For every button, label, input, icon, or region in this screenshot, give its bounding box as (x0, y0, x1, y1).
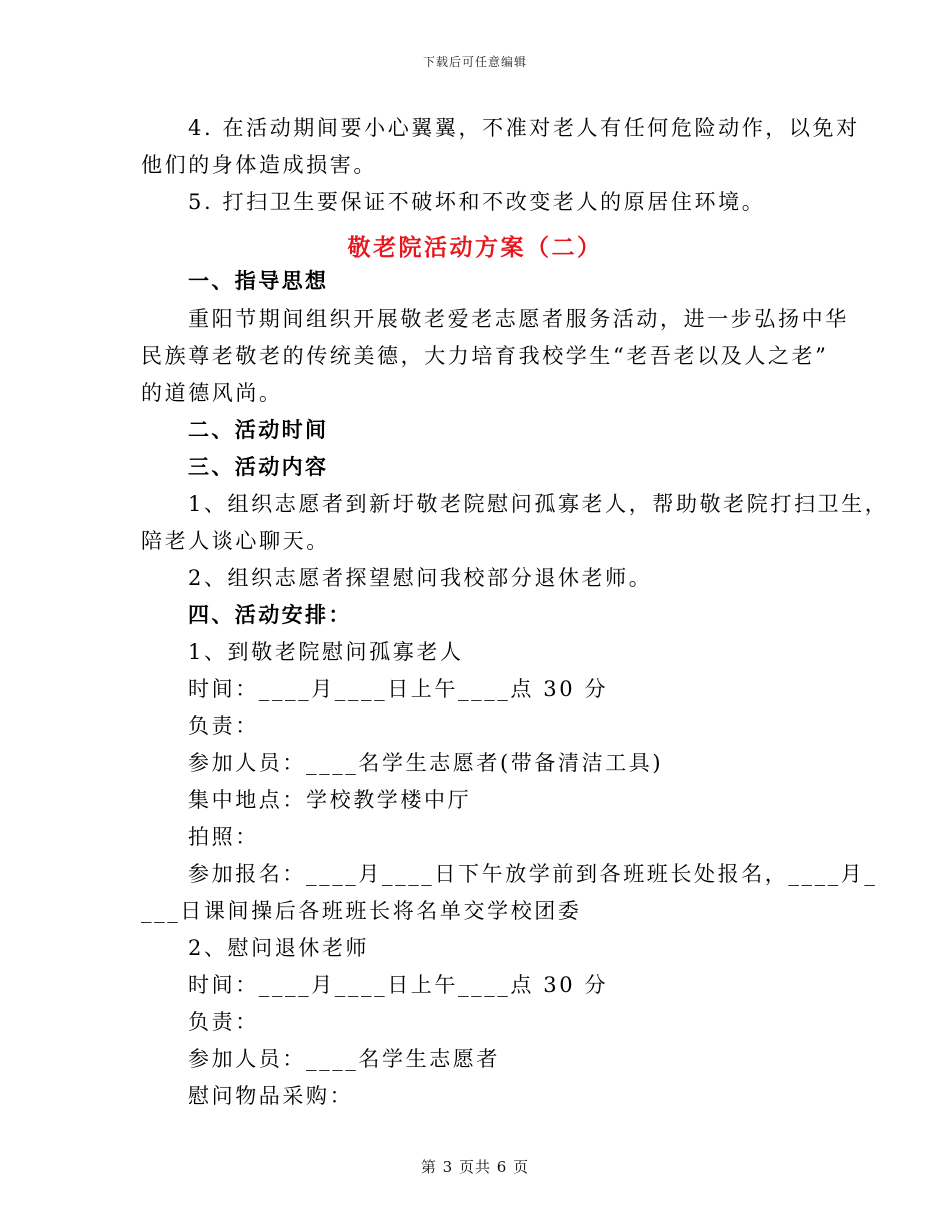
section-3-item-2: 2、组织志愿者探望慰问我校部分退休老师。 (188, 566, 653, 590)
section-1-paragraph-line-1: 重阳节期间组织开展敬老爱老志愿者服务活动，进一步弘扬中华 (188, 307, 849, 331)
page-header: 下载后可任意编辑 (422, 55, 527, 69)
document-title: 敬老院活动方案（二） (347, 235, 603, 261)
section-4-part-1-people: 参加人员：____名学生志愿者(带备清洁工具) (188, 751, 664, 775)
section-1-paragraph-line-2: 民族尊老敬老的传统美德，大力培育我校学生“老吾老以及人之老” (141, 344, 829, 368)
section-4-part-1-charge: 负责： (188, 714, 259, 738)
section-3-heading: 三、活动内容 (188, 455, 329, 479)
section-4-part-2-purchase: 慰问物品采购： (188, 1084, 354, 1108)
item-5: 5. 打扫卫生要保证不破坏和不改变老人的原居住环境。 (188, 190, 766, 214)
section-2-heading: 二、活动时间 (188, 418, 329, 442)
item-4-line-1: 4. 在活动期间要小心翼翼，不准对老人有任何危险动作，以免对 (188, 116, 860, 140)
page-footer: 第 3 页共 6 页 (420, 1158, 530, 1176)
section-1-paragraph-line-3: 的道德风尚。 (141, 381, 283, 405)
section-4-part-1-signup-line-1: 参加报名：____月____日下午放学前到各班班长处报名，____月_ (188, 862, 878, 886)
section-3-item-1-line-2: 陪老人谈心聊天。 (141, 529, 330, 553)
section-4-part-1-heading: 1、到敬老院慰问孤寡老人 (188, 640, 464, 664)
section-4-part-1-photo: 拍照： (188, 825, 259, 849)
section-3-item-1-line-1: 1、组织志愿者到新圩敬老院慰问孤寡老人，帮助敬老院打扫卫生， (188, 492, 889, 516)
item-4-line-2: 他们的身体造成损害。 (141, 153, 377, 177)
section-4-part-1-place: 集中地点：学校教学楼中厅 (188, 788, 472, 812)
section-4-part-2-people: 参加人员：____名学生志愿者 (188, 1047, 500, 1071)
section-4-part-2-time: 时间：____月____日上午____点 30 分 (188, 973, 609, 997)
section-4-part-2-heading: 2、慰问退休老师 (188, 936, 370, 960)
section-4-part-2-charge: 负责： (188, 1010, 259, 1034)
section-4-part-1-signup-line-2: ___日课间操后各班班长将名单交学校团委 (141, 899, 582, 923)
section-1-heading: 一、指导思想 (188, 269, 329, 293)
section-4-part-1-time: 时间：____月____日上午____点 30 分 (188, 677, 609, 701)
section-4-heading: 四、活动安排： (188, 603, 352, 627)
